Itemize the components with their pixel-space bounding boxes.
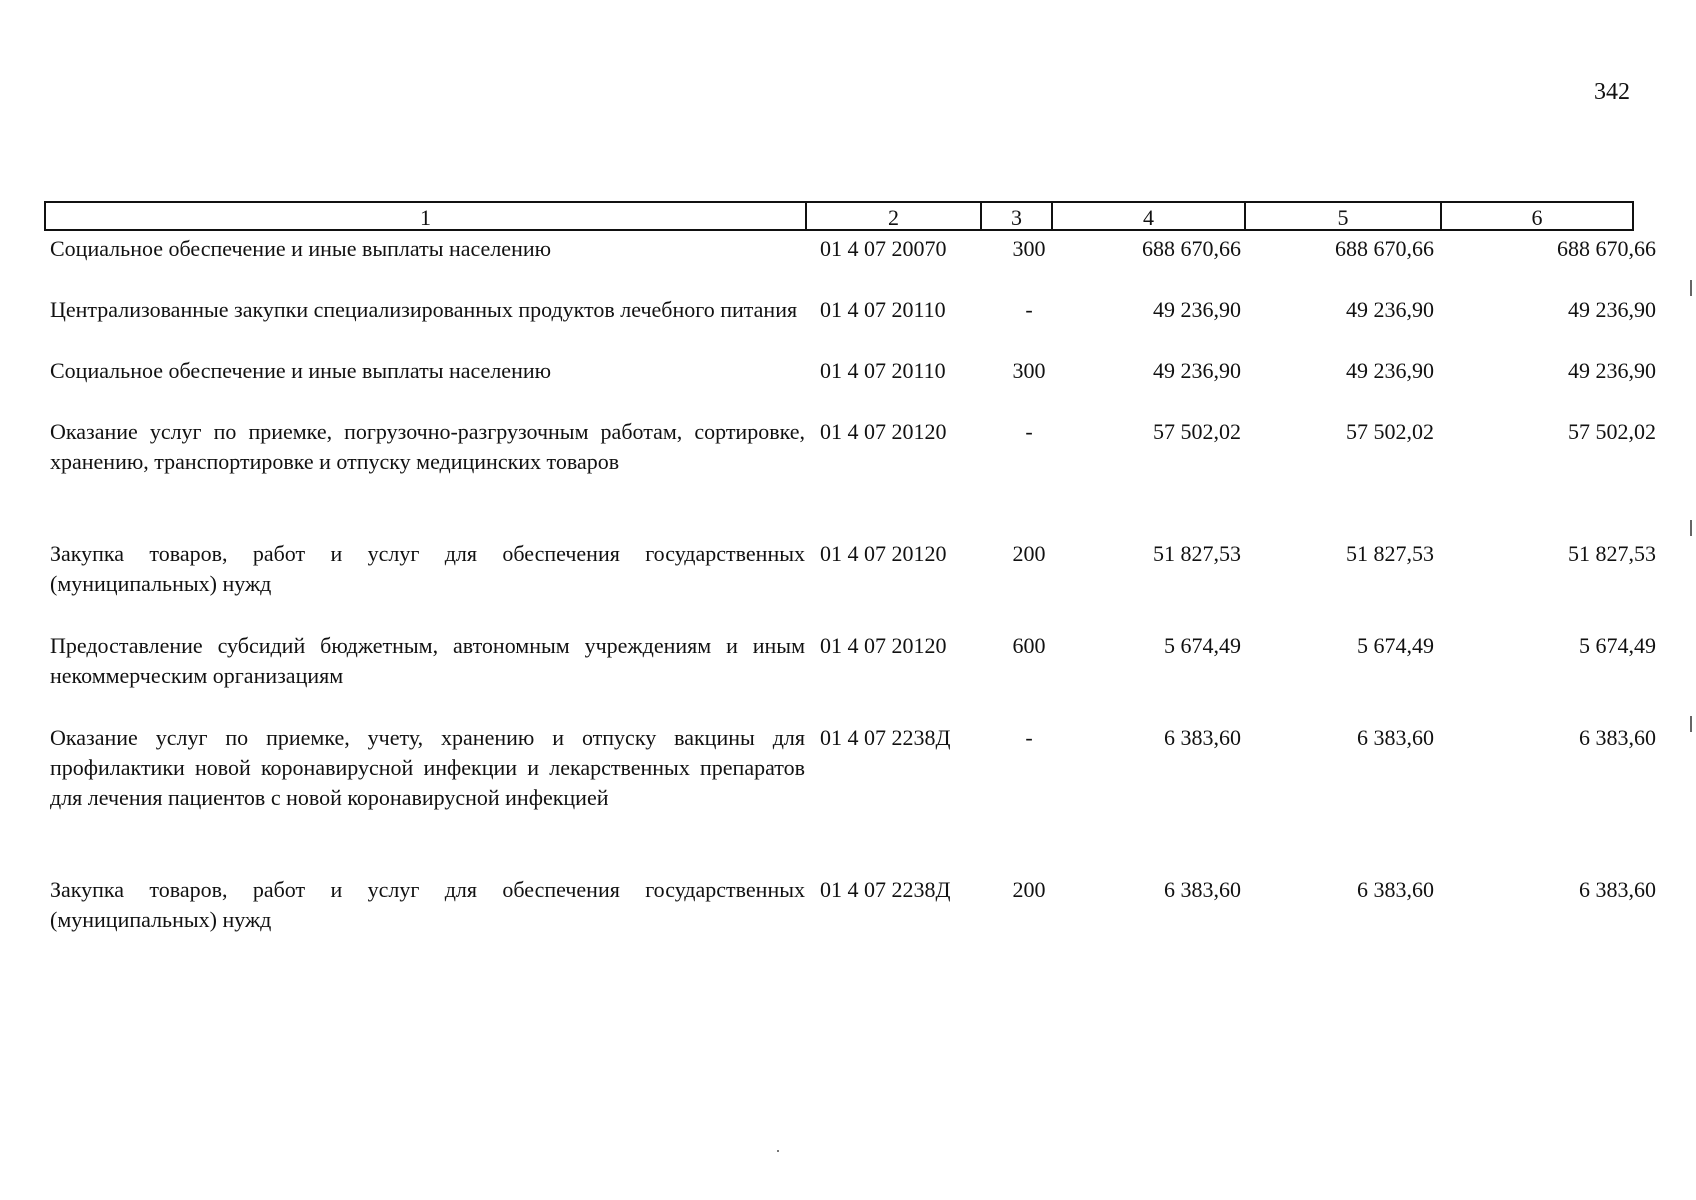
row-name: Социальное обеспечение и иные выплаты населению (50, 358, 552, 383)
row-value-col5: 688 670,66 (1335, 236, 1434, 261)
row-code: 01 4 07 2238Д (820, 725, 951, 750)
row-expense-type: - (1025, 725, 1033, 750)
row-value-col4: 57 502,02 (1153, 419, 1241, 444)
row-value-col5: 5 674,49 (1357, 633, 1434, 658)
table-header (44, 201, 1634, 231)
row-value-col5: 51 827,53 (1346, 541, 1434, 566)
row-value-col5: 49 236,90 (1346, 297, 1434, 322)
row-code: 01 4 07 20120 (820, 541, 947, 566)
row-value-col6: 5 674,49 (1579, 633, 1656, 658)
row-code: 01 4 07 20070 (820, 236, 947, 261)
row-code: 01 4 07 20120 (820, 419, 947, 444)
row-value-col6: 6 383,60 (1579, 725, 1656, 750)
row-expense-type: - (1025, 297, 1033, 322)
row-value-col5: 49 236,90 (1346, 358, 1434, 383)
row-expense-type: 300 (1012, 236, 1046, 261)
row-value-col4: 688 670,66 (1142, 236, 1241, 261)
row-value-col6: 49 236,90 (1568, 358, 1656, 383)
row-code: 01 4 07 20110 (820, 297, 946, 322)
row-value-col6: 688 670,66 (1557, 236, 1656, 261)
page-number: 342 (1594, 79, 1630, 105)
row-name: Социальное обеспечение и иные выплаты населению (50, 236, 552, 261)
row-expense-type: 600 (1012, 633, 1046, 658)
row-name: Предоставление субсидий бюджетным, автономным учреждениям и иным некоммерческим организациям (50, 633, 805, 688)
row-name: Оказание услуг по приемке, погрузочно-разгрузочным работам, сортировке, хранению, транспортировке и отпуску медицинских товаров (50, 419, 805, 474)
row-value-col4: 51 827,53 (1153, 541, 1241, 566)
row-name: Централизованные закупки специализированных продуктов лечебного питания (50, 297, 798, 322)
row-expense-type: 200 (1012, 541, 1046, 566)
column-header-6: 6 (1531, 205, 1543, 230)
row-name: Закупка товаров, работ и услуг для обеспечения государственных (муниципальных) нужд (50, 541, 805, 596)
row-value-col4: 6 383,60 (1164, 877, 1241, 902)
row-value-col5: 57 502,02 (1346, 419, 1434, 444)
row-value-col6: 51 827,53 (1568, 541, 1656, 566)
row-value-col5: 6 383,60 (1357, 877, 1434, 902)
row-code: 01 4 07 20110 (820, 358, 946, 383)
row-value-col4: 5 674,49 (1164, 633, 1241, 658)
row-name: Оказание услуг по приемке, учету, хранению и отпуску вакцины для профилактики новой коронавирусной инфекции и лекарственных препаратов для лечения пациентов с новой коронавирусной инфекцией (50, 725, 805, 810)
row-value-col6: 49 236,90 (1568, 297, 1656, 322)
scan-artifact (1690, 520, 1692, 536)
row-expense-type: - (1025, 419, 1033, 444)
row-value-col5: 6 383,60 (1357, 725, 1434, 750)
row-value-col6: 6 383,60 (1579, 877, 1656, 902)
scan-artifact (1690, 716, 1692, 732)
row-code: 01 4 07 2238Д (820, 877, 951, 902)
row-expense-type: 200 (1012, 877, 1046, 902)
row-value-col6: 57 502,02 (1568, 419, 1656, 444)
column-header-3: 3 (982, 203, 1053, 229)
column-header-5: 5 (1246, 203, 1442, 229)
row-code: 01 4 07 20120 (820, 633, 947, 658)
row-name: Закупка товаров, работ и услуг для обеспечения государственных (муниципальных) нужд (50, 877, 805, 932)
row-expense-type: 300 (1012, 358, 1046, 383)
column-header-2: 2 (807, 203, 982, 229)
row-value-col4: 49 236,90 (1153, 297, 1241, 322)
scan-artifact (777, 1150, 779, 1152)
row-value-col4: 6 383,60 (1164, 725, 1241, 750)
scan-artifact (1690, 280, 1692, 296)
column-header-1: 1 (46, 203, 807, 229)
column-header-4: 4 (1053, 203, 1246, 229)
row-value-col4: 49 236,90 (1153, 358, 1241, 383)
